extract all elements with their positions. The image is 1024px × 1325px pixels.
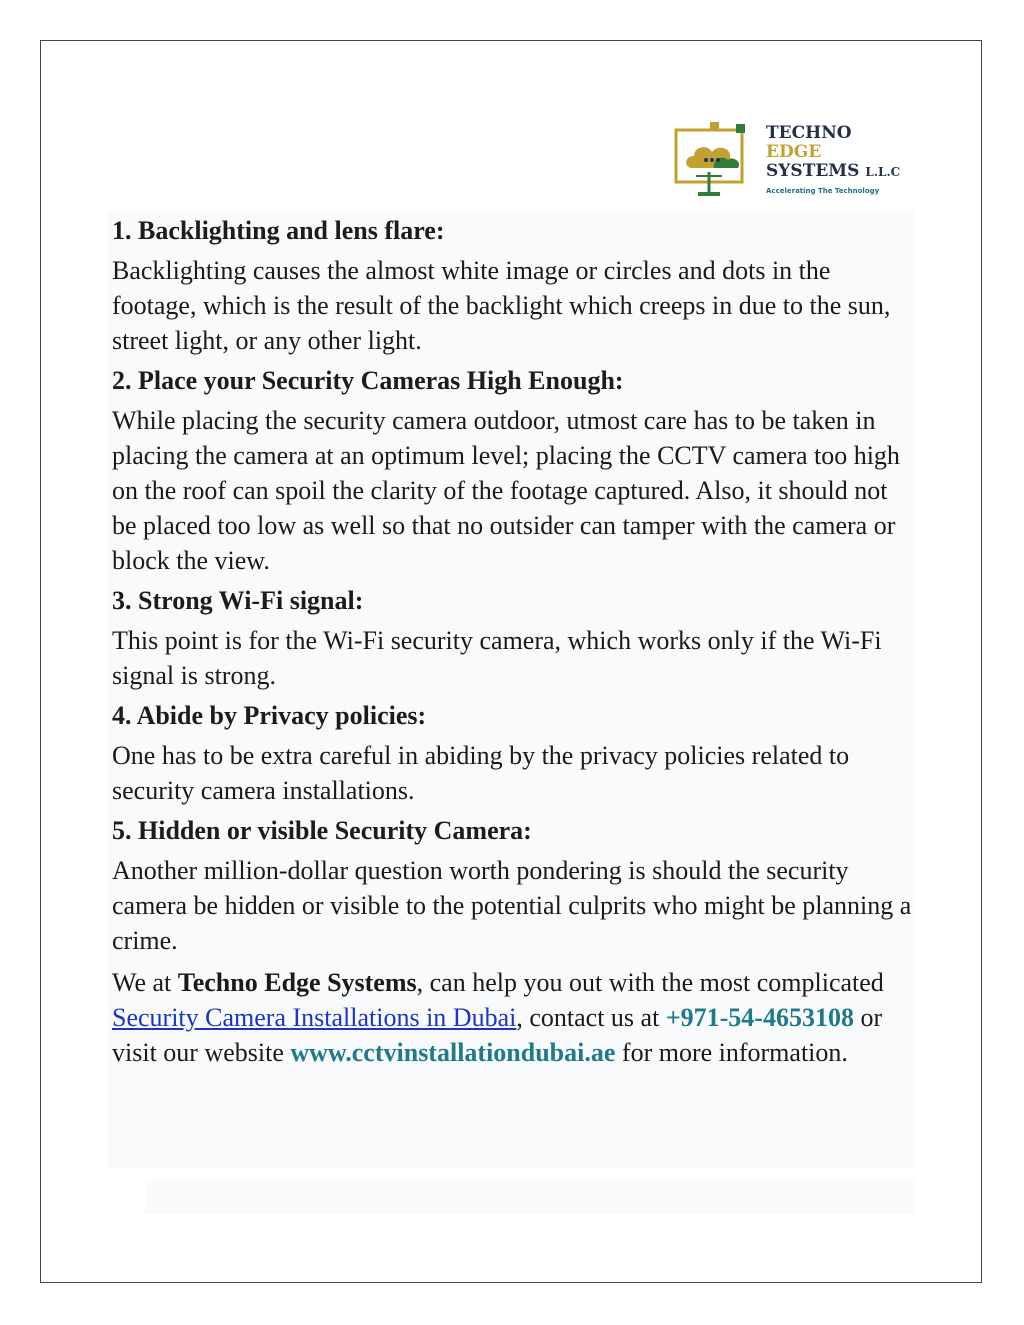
logo-wordmark <box>766 124 900 182</box>
phone-number[interactable]: +971-54-4653108 <box>665 1003 854 1032</box>
logo-line-edge: EDGE <box>766 142 822 162</box>
logo-tagline: Accelerating The Technology <box>766 187 880 195</box>
article-body <box>108 211 914 1168</box>
section-2-body: While placing the security camera outdoor, utmost care has to be taken in placing the camera at an optimum level; placing the CCTV camera too high on the roof can spoil the clarity of the footage captured. Also, it should not be placed too low as well so that no outsider can tamper with the camera or block the view. <box>112 406 900 575</box>
logo-systems-text: SYSTEMS <box>766 161 860 181</box>
company-logo <box>674 120 919 202</box>
section-3-body: This point is for the Wi-Fi security camera, which works only if the Wi-Fi signal is strong. <box>112 626 882 690</box>
section-2-heading: 2. Place your Security Cameras High Enough: <box>112 366 624 395</box>
installations-link[interactable]: Security Camera Installations in Dubai <box>112 1003 517 1032</box>
logo-llc: L.L.C <box>865 165 901 179</box>
closing-part-2: , can help you out with the most complicated <box>416 968 884 997</box>
closing-part-4: or visit our website <box>112 1003 883 1067</box>
section-4-heading: 4. Abide by Privacy policies: <box>112 701 427 730</box>
section-1-heading: 1. Backlighting and lens flare: <box>112 216 445 245</box>
closing-part-5: for more information. <box>615 1038 848 1067</box>
section-4-body: One has to be extra careful in abiding by the privacy policies related to security camera installations. <box>112 741 850 805</box>
website-link[interactable]: www.cctvinstallationdubai.ae <box>290 1038 616 1067</box>
logo-line-techno: TECHNO <box>766 123 852 143</box>
closing-part-3: , contact us at <box>516 1003 666 1032</box>
company-name: Techno Edge Systems <box>177 968 417 997</box>
footer-band <box>145 1180 914 1214</box>
closing-part-1: We at <box>112 968 178 997</box>
section-1-body: Backlighting causes the almost white image or circles and dots in the footage, which is the result of the backlight which creeps in due to the sun, street light, or any other light. <box>112 256 891 355</box>
section-5-heading: 5. Hidden or visible Security Camera: <box>112 816 532 845</box>
logo-line-systems <box>766 162 900 182</box>
section-3-heading: 3. Strong Wi-Fi signal: <box>112 586 364 615</box>
section-5-body: Another million-dollar question worth pondering is should the security camera be hidden or visible to the potential culprits who might be planning a crime. <box>112 856 912 955</box>
closing-paragraph <box>112 965 914 1070</box>
logo-graphic-icon <box>674 120 764 202</box>
